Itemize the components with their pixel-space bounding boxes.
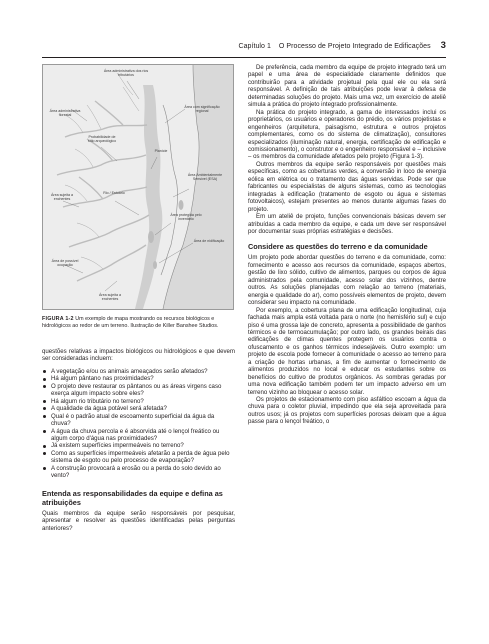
- map-label-planicie: Planície: [154, 149, 168, 153]
- list-item: [42, 450, 235, 465]
- body-paragraph: Na prática do projeto integrado, a gama de interessados inclui os proprietários, os usuários e operadores do prédio, os vários projetistas e engenheiros (arquitetura, paisagismo, estrutura e outros projetos complementares, como os do sistema de climatização), consultores especializados (iluminação natural, energia, certificação de edificação e comissionamento), o construtor e o engenheiro responsável e – inclusive – os membros da comunidade afetados pelo projeto (Figura 1-3).: [248, 108, 446, 161]
- figure-caption-text: Um exemplo de mapa mostrando os recursos biológicos e hidrológicos ao redor de um terreno. Ilustração de Killer Banshee Studios.: [42, 316, 219, 329]
- list-item: [42, 413, 235, 428]
- question-list: [42, 368, 235, 480]
- bullet-icon: [43, 407, 46, 410]
- bullet-icon: [43, 452, 46, 455]
- chapter-title: O Processo de Projeto Integrado de Edificações: [278, 43, 431, 50]
- map-label-enchentes-2: Área sujeita a enchentes: [99, 293, 121, 302]
- bullet-icon: [43, 467, 46, 470]
- list-item-text: A vegetação e/ou os animais ameaçados serão afetados?: [51, 367, 208, 375]
- list-item-text: A construção provocará a erosão ou a perda do solo devido ao vento?: [51, 464, 221, 480]
- right-column: [248, 64, 446, 426]
- map-label-enchentes: Área sujeita a enchentes: [51, 193, 73, 202]
- body-paragraph: Por exemplo, a cobertura plana de uma edificação longitudinal, cuja fachada mais ampla está voltada para o norte (no hemisfério sul) e cujo piso é uma grossa laje de concreto, apresenta a possibilidade de ganhos térmicos e de termoacumulação; por outro lado, os grandes beirais das edificações de climas quentes protegem os usuários contra o ofuscamento e os ganhos térmicos indesejáveis. Outro exemplo: um projeto de escola pode fornecer à comunidade o acesso ao terreno para a criação de hortas urbanas, a fim de aumentar o fornecimento de alimentos produzidos no local e educar os estudantes sobre os benefícios do cultivo de produtos orgânicos. As sombras geradas por uma nova edificação também podem ter um impacto adverso em um terreno vizinho ao bloquear o acesso solar.: [248, 306, 446, 396]
- list-item-text: Como as superfícies impermeáveis afetarão a perda de água pelo sistema de esgoto ou pelo processo de evaporação?: [51, 449, 230, 465]
- header-rule: [42, 57, 446, 58]
- figure-label: FIGURA 1-2: [42, 316, 74, 322]
- map-drawing: [43, 65, 233, 309]
- list-item-text: O projeto deve restaurar os pântanos ou as áreas virgens caso exerça algum impacto sobre eles?: [51, 382, 222, 398]
- figure-caption: [42, 316, 235, 342]
- map-label-esa: Área Ambientalmente Sensível (ESA): [187, 173, 223, 182]
- map-label-estuario: Rio / Estuário: [103, 191, 125, 195]
- list-item: [42, 465, 235, 480]
- list-item-text: Há algum rio tributário no terreno?: [51, 397, 144, 405]
- bullet-icon: [43, 415, 46, 418]
- list-item-text: A qualidade da água potável será afetada?: [51, 405, 167, 413]
- list-item: [42, 368, 235, 375]
- body-paragraph: Os projetos de estacionamento com piso asfáltico escoam a água da chuva para o coletor pluvial, impedindo que ela seja aproveitada para outros usos; já os projetos com superfícies porosas deixam que a água passe para o lençol freático, o: [248, 396, 446, 426]
- bullet-icon: [43, 430, 46, 433]
- chapter-label: Capítulo 1: [238, 43, 271, 50]
- list-item: [42, 442, 235, 449]
- map-label-nidificacao: Área de nidificação: [193, 239, 225, 243]
- section-paragraph-team: Quais membros da equipe serão responsáveis por pesquisar, apresentar e resolver as questões identificadas pelas perguntas anteriores?: [42, 509, 235, 532]
- list-item: [42, 375, 235, 382]
- running-header: [42, 40, 446, 54]
- bullet-icon: [43, 378, 46, 381]
- body-paragraph: Outros membros da equipe serão responsáveis por questões mais específicas, como as coberturas verdes, a conversão in loco de energia eólica em elétrica ou o tratamento das águas servidas. Pode ser que fabricantes ou especialistas de alguns sistemas, como as tecnologias integradas à edificação (tratamento de esgoto ou água e sistemas fotovoltaicos), estejam presentes ao menos durante algumas fases do projeto.: [248, 160, 446, 213]
- page-number: 3: [440, 40, 446, 51]
- map-label-tributarios: Área administrativa dos rios tributários: [103, 69, 149, 78]
- bullet-icon: [43, 400, 46, 403]
- map-label-ocupacao: Área de possível ocupação: [51, 259, 79, 268]
- bullet-icon: [43, 370, 46, 373]
- left-column: [42, 64, 235, 532]
- section-heading-site: Considere as questões do terreno e da comunidade: [248, 242, 428, 252]
- map-label-regional: Área com significação regional: [184, 105, 220, 114]
- bullet-icon: [43, 385, 46, 388]
- list-item-text: Já existem superfícies impermeáveis no terreno?: [51, 442, 184, 450]
- map-label-protegida: Área protegida pelo inventário: [170, 213, 202, 222]
- header-separator: [274, 43, 276, 50]
- list-item: [42, 383, 235, 398]
- map-label-arqueologica: Probabilidade de sítio arqueológico: [87, 135, 117, 144]
- list-item-text: Há algum pântano nas proximidades?: [51, 375, 154, 383]
- map-label-florestal: Área administrativa florestal: [49, 109, 81, 118]
- list-item: [42, 398, 235, 405]
- resource-map-figure: [42, 64, 234, 310]
- section-heading-team: Entenda as responsabilidades da equipe e defina as atribuições: [42, 488, 223, 507]
- intro-paragraph: questões relativas a impactos biológicos ou hidrológicos e que devem ser consideradas incluem:: [42, 348, 235, 363]
- body-paragraph: De preferência, cada membro da equipe de projeto integrado terá um papel e uma área de especialidade claramente definidos que contribuirão para a atividade projetual pela qual ele ou ela será responsável. A definição de tais atribuições pode levar à defesa de determinadas soluções do projeto. Mais uma vez, um exercício de ateliê simula a prática do projeto integrado profissionalmente.: [248, 64, 446, 109]
- list-item: [42, 428, 235, 443]
- body-paragraph: Em um ateliê de projeto, funções convencionais básicas devem ser atribuídas a cada membro da equipe, e cada um deve ser responsável por documentar suas próprias estratégias e decisões.: [248, 213, 446, 235]
- list-item-text: Qual é o padrão atual de escoamento superficial da água da chuva?: [51, 412, 215, 428]
- body-paragraph: Um projeto pode abordar questões do terreno e da comunidade, como: fornecimento e acesso aos recursos da comunidade, espaços abertos, gestão de lixo sólido, cultivo de alimentos, parques ou corpos de água administrados pela comunidade, acesso solar dos vizinhos, dentre outros. As soluções planejadas com relação ao terreno (materiais, energia e qualidade do ar), como possíveis elementos de projeto, devem considerar seu impacto na comunidade.: [248, 254, 446, 307]
- list-item-text: A água da chuva percola e é absorvida até o lençol freático ou algum corpo d'água nas proximidades?: [51, 427, 220, 442]
- list-item: [42, 405, 235, 412]
- bullet-icon: [43, 445, 46, 448]
